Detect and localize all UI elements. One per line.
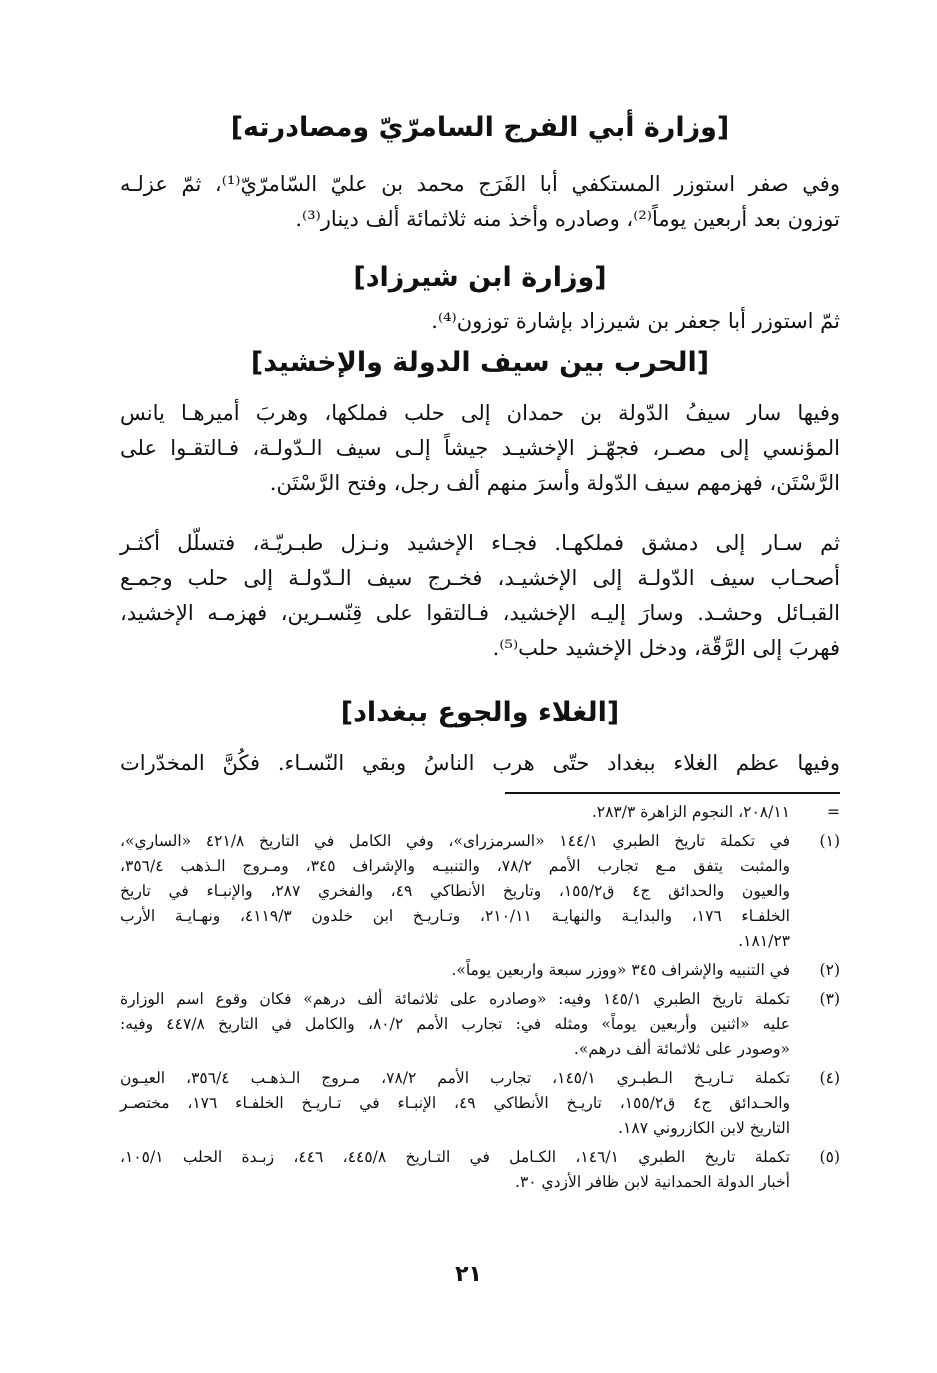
footnote-line: والعيون والحدائق ج٤ ق١٥٥/٢، وتاريخ الأنطاكي ٤٩، والفخري ٢٨٧، والإنبـاء في تاريخ [120, 882, 790, 900]
footnote-marker: (٣) [819, 990, 840, 1008]
footnote-3 [120, 987, 840, 1062]
footnote-line: عليه «اثنين وأربعين يوماً» ومثله في: تجارب الأمم ٨٠/٢، والكامل في التاريخ ٤٤٧/٨ وفيه: [120, 1015, 790, 1033]
footnote-marker: (٥) [819, 1148, 840, 1166]
text-line: وفيها سار سيفُ الدّولة بن حمدان إلى حلب فملكها، وهربَ أميرهـا يانس [120, 401, 840, 425]
footnotes [120, 800, 840, 1195]
text-line: ثمّ استوزر أبا جعفر بن شيرزاد بإشارة توزون⁽⁴⁾. [431, 309, 840, 333]
footnote-line: في تكملة تاريخ الطبري ١٤٤/١ «السرمزراى»، وفي الكامل في التاريخ ٤٢١/٨ «الساري»، [120, 832, 791, 850]
section-heading-shirzad: [وزارة ابن شيرزاد] [353, 262, 607, 293]
paragraph-famine [120, 746, 840, 781]
footnote-line: تكملة تاريخ الطبري ١٤٦/١، الكـامل في التـاريخ ٤٤٥/٨، ٤٤٦، زبـدة الحلب ١٠٥/١، [120, 1148, 790, 1166]
footnote-2 [120, 958, 840, 983]
footnote-text [120, 1145, 790, 1195]
section-heading-war: [الحرب بين سيف الدولة والإخشيد] [250, 347, 710, 378]
footnote-line: تكملة تاريخ الطبري ١٤٥/١ وفيه: «وصادره على ثلاثمائة ألف درهم» فكان وقوع اسم الوزارة [120, 990, 790, 1008]
page-number: ٢١ [455, 1262, 482, 1287]
text-line: القبـائل وحشـد. وسارَ إليـه الإخشيد، فـالتقوا على قِنّسـرين، فهزمـه الإخشيد، [120, 601, 840, 625]
footnote-line: والمثبت يتفق مـع تجارب الأمم ٧٨/٢، والتنبيـه والإشراف ٣٤٥، ومـروج الـذهب ٣٥٦/٤، [120, 857, 790, 875]
footnote-line: التاريخ لابن الكازروني ١٨٧. [618, 1119, 790, 1137]
footnote-text [120, 958, 790, 983]
footnote-marker: (١) [819, 832, 840, 850]
footnote-line: تكملة تـاريـخ الـطبـري ١٤٥/١، تجارب الأمم ٧٨/٢، مـروج الـذهـب ٣٥٦/٤، العيـون [120, 1069, 791, 1087]
section-heading-samarri: [وزارة أبي الفرج السامرّيّ ومصادرته] [230, 112, 730, 143]
text-line: الرَّسْتَن، فهزمهم سيف الدّولة وأسرَ منهم ألف رجل، وفتح الرَّسْتَن. [269, 471, 840, 495]
footnote-4 [120, 1066, 840, 1141]
paragraph-war-2 [120, 526, 840, 666]
text-line: فهربَ إلى الرَّقّة، ودخل الإخشيد حلب⁽⁵⁾. [492, 636, 840, 660]
footnote-line: والحـدائق ج٤ ق١٥٥/٢، تاريـخ الأنطاكي ٤٩، الإنبـاء في تـاريـخ الخلفـاء ١٧٦، مختصـر [120, 1094, 790, 1112]
paragraph-samarri [120, 167, 840, 237]
footnote-line: ١٨١/٢٣. [738, 932, 790, 950]
footnote-marker: = [827, 803, 840, 821]
footnote-1 [120, 829, 840, 954]
footnote-text [120, 829, 790, 954]
footnote-text [120, 987, 790, 1062]
text-line: أصحـاب سيف الدّولـة إلى الإخشيـد، فخـرج سيف الـدّولـة إلى حلب وجمـع [120, 566, 840, 590]
footnote-line: أخبار الدولة الحمدانية لابن ظافر الأزدي ٣٠. [515, 1173, 790, 1191]
footnote-line: الخلفـاء ١٧٦، والبدايـة والنهايـة ٢١٠/١١، وتـاريـخ ابن خلدون ٤١١٩/٣، ونهـايـة الأرب [120, 907, 790, 925]
footnote-line: ٢٠٨/١١، النجوم الزاهرة ٢٨٣/٣. [591, 803, 790, 821]
footnote-text [120, 800, 790, 825]
text-line: وفي صفر استوزر المستكفي أبا الفَرَج محمد بن عليّ السّامرّيّ⁽¹⁾، ثمّ عزلـه [120, 172, 840, 196]
footnote-continued [120, 800, 840, 825]
footnote-line: «وصودر على ثلاثمائة ألف درهم». [573, 1040, 790, 1058]
paragraph-shirzad [120, 304, 840, 339]
section-heading-famine: [الغلاء والجوع ببغداد] [340, 697, 620, 728]
paragraph-war-1 [120, 396, 840, 501]
footnote-line: في التنبيه والإشراف ٣٤٥ «ووزر سبعة واربعين يوماً». [451, 961, 790, 979]
footnote-5 [120, 1145, 840, 1195]
text-line: ثم سـار إلى دمشق فملكهـا. فجـاء الإخشيد ونـزل طبـريّـة، فتسلّل أكثـر [120, 531, 840, 555]
text-line: المؤنسي إلى مصـر، فجهّـز الإخشيـد جيشاً إلـى سيف الـدّولـة، فـالتقـوا على [120, 436, 840, 460]
footnote-marker: (٢) [819, 961, 840, 979]
text-line: توزون بعد أربعين يوماً⁽²⁾، وصادره وأخذ منه ثلاثمائة ألف دينار⁽³⁾. [295, 207, 840, 231]
footnote-separator [505, 792, 840, 794]
footnote-marker: (٤) [819, 1069, 840, 1087]
text-line: وفيها عظم الغلاء ببغداد حتّى هرب الناسُ وبقي النّسـاء. فكُنَّ المخدّرات [120, 751, 840, 775]
footnote-text [120, 1066, 790, 1141]
